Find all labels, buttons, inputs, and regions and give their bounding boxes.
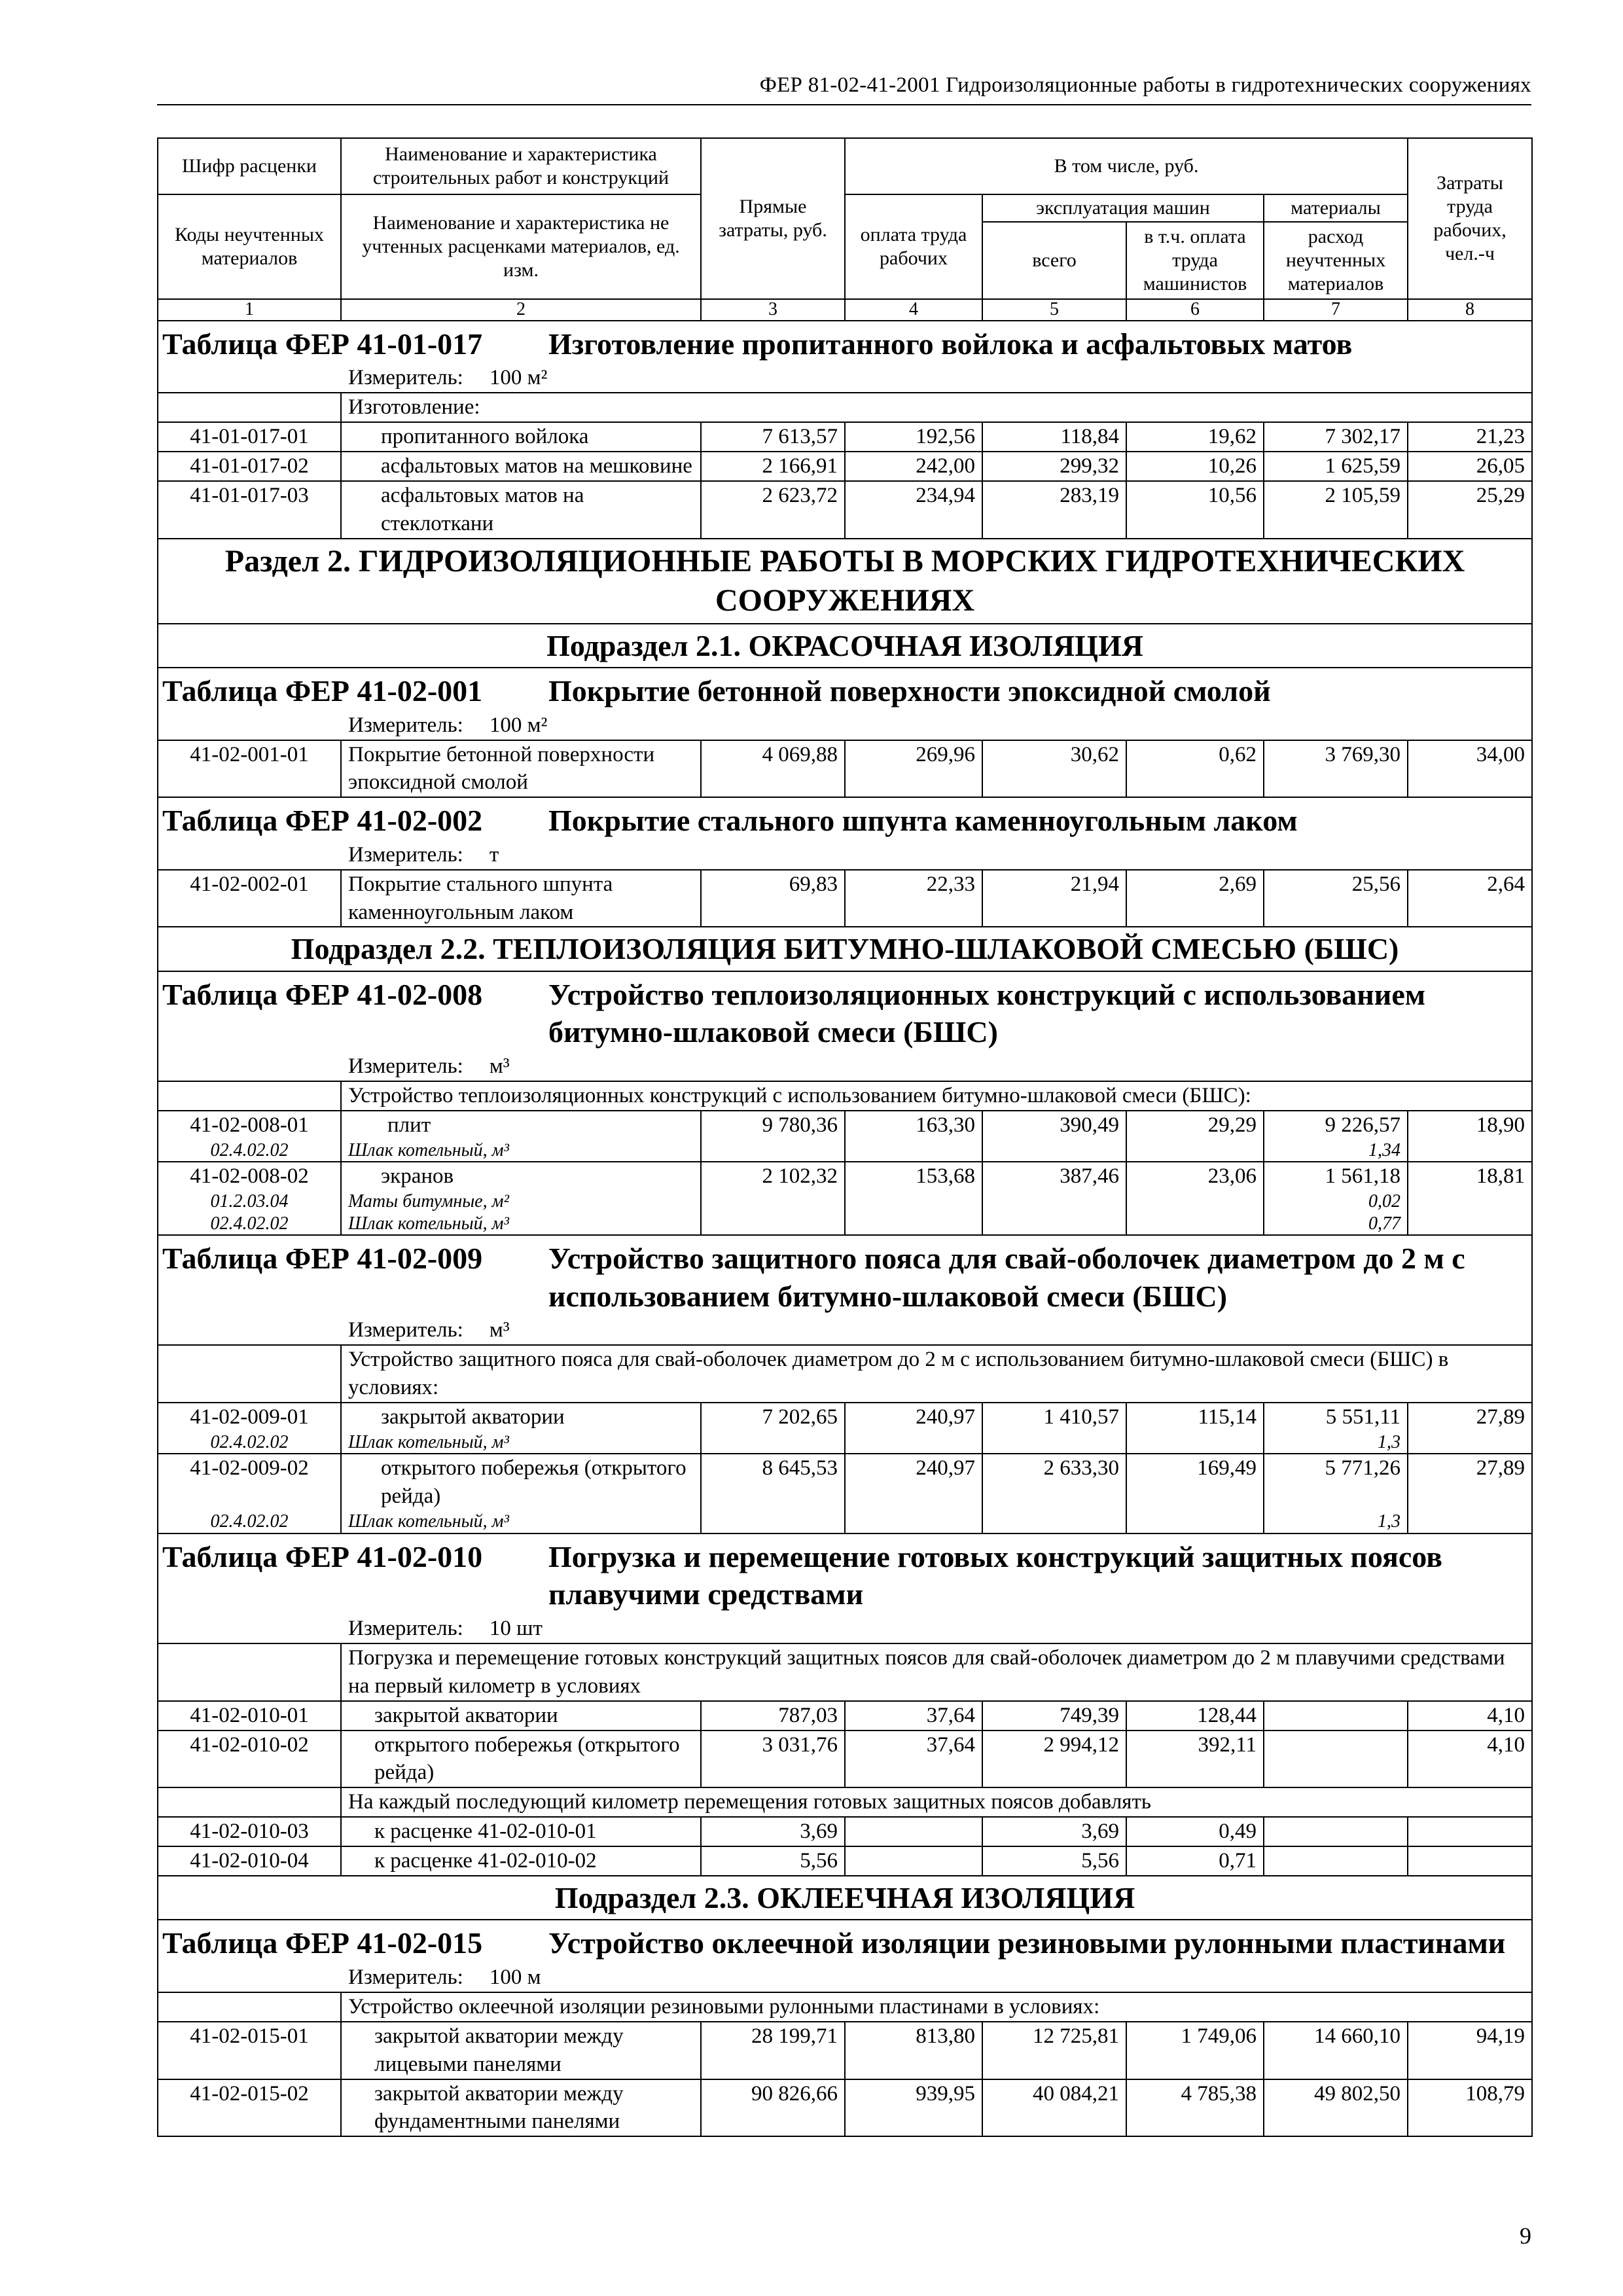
- table-heading: [158, 668, 1532, 711]
- table-row: 41-01-017-01 пропитанного войлока 7 613,57 192,56 118,84 19,62 7 302,17 21,23: [158, 422, 1532, 452]
- table-row: 41-02-002-01 Покрытие стального шпунта каменноугольным лаком 69,83 22,33 21,94 2,69 25,56 2,64: [158, 870, 1532, 927]
- table-number: Таблица ФЕР 41-02-009: [162, 1242, 483, 1276]
- section-heading: Раздел 2. ГИДРОИЗОЛЯЦИОННЫЕ РАБОТЫ В МОРСКИХ ГИДРОТЕХНИЧЕСКИХ СООРУЖЕНИЯХ: [158, 539, 1532, 624]
- material-name: Шлак котельный, м³: [348, 1139, 509, 1160]
- table-title: Устройство защитного пояса для свай-оболочек диаметром до 2 м с использованием битумно-шлаковой смеси (БШС): [548, 1242, 1465, 1313]
- measurement-unit: Измеритель: 100 м²: [158, 364, 1532, 393]
- table-number: Таблица ФЕР 41-02-015: [162, 1926, 483, 1960]
- subsection-heading: Подраздел 2.2. ТЕПЛОИЗОЛЯЦИЯ БИТУМНО-ШЛАКОВОЙ СМЕСЬЮ (БШС): [158, 927, 1532, 971]
- col-material-name-header: Наименование и характеристика не учтенных расценками материалов, ед. изм.: [341, 194, 701, 299]
- col-machines-header: эксплуатация машин: [982, 194, 1264, 222]
- table-title: Покрытие бетонной поверхности эпоксидной смолой: [548, 674, 1271, 708]
- col-labor-hours-header: Затраты труда рабочих, чел.-ч: [1408, 138, 1532, 299]
- material-quantity: 1,3: [1378, 1511, 1401, 1532]
- table-row: 41-02-001-01 Покрытие бетонной поверхности эпоксидной смолой 4 069,88 269,96 30,62 0,62 3 769,30 34,00: [158, 740, 1532, 798]
- col-operator-wages-header: в т.ч. оплата труда машинистов: [1126, 222, 1264, 299]
- subsection-heading: Подраздел 2.3. ОКЛЕЕЧНАЯ ИЗОЛЯЦИЯ: [158, 1876, 1532, 1920]
- table-title: Погрузка и перемещение готовых конструкций защитных поясов плавучими средствами: [548, 1539, 1442, 1611]
- col-number: 8: [1408, 299, 1532, 321]
- measurement-unit: Измеритель: 100 м: [158, 1964, 1532, 1992]
- col-name-header: Наименование и характеристика строительных работ и конструкций: [341, 138, 701, 194]
- group-description: Погрузка и перемещение готовых конструкций защитных поясов для свай-оболочек диаметром до 2 м плавучими средствами на первый километр в условиях: [341, 1643, 1532, 1701]
- col-unaccounted-materials-header: расход неучтенных материалов: [1264, 222, 1408, 299]
- table-row: 41-02-010-02 открытого побережья (открытого рейда) 3 031,76 37,64 2 994,12 392,11 4,10: [158, 1731, 1532, 1788]
- page-number: 9: [1520, 2223, 1531, 2249]
- table-heading: [158, 1534, 1532, 1615]
- table-number: Таблица ФЕР 41-02-008: [162, 977, 483, 1011]
- material-name: Шлак котельный, м³: [348, 1431, 509, 1452]
- table-row: 41-01-017-03 асфальтовых матов на стеклоткани 2 623,72 234,94 283,19 10,56 2 105,59 25,29: [158, 481, 1532, 539]
- table-heading: [158, 1920, 1532, 1964]
- material-code: 02.4.02.02: [210, 1431, 289, 1452]
- group-description: Устройство оклеечной изоляции резиновыми рулонными пластинами в условиях:: [341, 1992, 1532, 2022]
- subsection-heading: Подраздел 2.1. ОКРАСОЧНАЯ ИЗОЛЯЦИЯ: [158, 624, 1532, 668]
- material-quantity: 0,77: [1368, 1213, 1401, 1234]
- col-number: 1: [158, 299, 341, 321]
- group-description: Устройство защитного пояса для свай-оболочек диаметром до 2 м с использованием битумно-шлаковой смеси (БШС) в условиях:: [341, 1345, 1532, 1403]
- col-number: 7: [1264, 299, 1408, 321]
- group-description: Изготовление:: [341, 393, 1532, 422]
- col-including-header: В том числе, руб.: [845, 138, 1408, 194]
- table-title: Устройство оклеечной изоляции резиновыми рулонными пластинами: [548, 1926, 1506, 1960]
- table-row: 41-02-015-01 закрытой акватории между лицевыми панелями 28 199,71 813,80 12 725,81 1 749,06 14 660,10 94,19: [158, 2022, 1532, 2079]
- measurement-unit: Измеритель: т: [158, 841, 1532, 870]
- table-row: 41-02-009-02 02.4.02.02 открытого побережья (открытого рейда) Шлак котельный, м³ 8 645,53 240,97 2 633,30 169,49 5 771,26 1,3 27,89: [158, 1454, 1532, 1533]
- table-heading: [158, 971, 1532, 1052]
- group-description: Устройство теплоизоляционных конструкций с использованием битумно-шлаковой смеси (БШС):: [341, 1081, 1532, 1111]
- table-number: Таблица ФЕР 41-02-001: [162, 674, 483, 708]
- material-name: Шлак котельный, м³: [348, 1213, 509, 1234]
- col-number: 5: [982, 299, 1126, 321]
- table-heading: [158, 797, 1532, 841]
- table-row: 41-02-009-01 02.4.02.02 закрытой акватории Шлак котельный, м³ 7 202,65 240,97 1 410,57 115,14 5 551,11 1,3 27,89: [158, 1403, 1532, 1454]
- table-number: Таблица ФЕР 41-02-002: [162, 804, 483, 838]
- material-name: Маты битумные, м²: [348, 1191, 509, 1212]
- table-row: 41-01-017-02 асфальтовых матов на мешковине 2 166,91 242,00 299,32 10,26 1 625,59 26,05: [158, 452, 1532, 481]
- material-code: 01.2.03.04: [210, 1191, 289, 1212]
- table-title: Покрытие стального шпунта каменноугольным лаком: [548, 804, 1298, 838]
- table-row: 41-02-010-03 к расценке 41-02-010-01 3,69 3,69 0,49: [158, 1817, 1532, 1846]
- measurement-unit: Измеритель: 100 м²: [158, 711, 1532, 740]
- material-name: Шлак котельный, м³: [348, 1511, 509, 1532]
- col-material-code-header: Коды неучтенных материалов: [158, 194, 341, 299]
- table-number: Таблица ФЕР 41-01-017: [162, 327, 483, 361]
- col-number: 2: [341, 299, 701, 321]
- material-quantity: 1,3: [1378, 1431, 1401, 1452]
- table-title: Устройство теплоизоляционных конструкций с использованием битумно-шлаковой смеси (БШС): [548, 977, 1426, 1049]
- col-number: 6: [1126, 299, 1264, 321]
- group-description: На каждый последующий километр перемещения готовых защитных поясов добавлять: [341, 1787, 1532, 1817]
- col-code-header: Шифр расценки: [158, 138, 341, 194]
- table-row: 41-02-015-02 закрытой акватории между фундаментными панелями 90 826,66 939,95 40 084,21 4 785,38 49 802,50 108,79: [158, 2079, 1532, 2137]
- table-heading: [158, 321, 1532, 365]
- table-row: 41-02-010-04 к расценке 41-02-010-02 5,56 5,56 0,71: [158, 1846, 1532, 1876]
- col-machines-total-header: всего: [982, 222, 1126, 299]
- running-header: ФЕР 81-02-41-2001 Гидроизоляционные работы в гидротехнических сооружениях: [157, 73, 1531, 105]
- col-number: 3: [701, 299, 845, 321]
- material-code: 02.4.02.02: [210, 1139, 289, 1160]
- table-row: 41-02-008-02 01.2.03.04 02.4.02.02 экранов Маты битумные, м² Шлак котельный, м³ 2 102,32 153,68 387,46 23,06 1 561,18 0,02 0,77 18,81: [158, 1162, 1532, 1235]
- col-wages-header: оплата труда рабочих: [845, 194, 982, 299]
- measurement-unit: Измеритель: м³: [158, 1052, 1532, 1081]
- measurement-unit: Измеритель: 10 шт: [158, 1615, 1532, 1643]
- col-direct-costs-header: Прямые затраты, руб.: [701, 138, 845, 299]
- measurement-unit: Измеритель: м³: [158, 1316, 1532, 1345]
- table-title: Изготовление пропитанного войлока и асфальтовых матов: [548, 327, 1353, 361]
- table-row: 41-02-008-01 02.4.02.02 плит Шлак котельный, м³ 9 780,36 163,30 390,49 29,29 9 226,57 1,34 18,90: [158, 1111, 1532, 1162]
- material-code: 02.4.02.02: [210, 1213, 289, 1234]
- table-heading: [158, 1235, 1532, 1316]
- table-row: 41-02-010-01 закрытой акватории 787,03 37,64 749,39 128,44 4,10: [158, 1701, 1532, 1731]
- col-materials-header: материалы: [1264, 194, 1408, 222]
- price-table: [157, 137, 1533, 2137]
- table-number: Таблица ФЕР 41-02-010: [162, 1539, 483, 1573]
- material-quantity: 0,02: [1368, 1191, 1401, 1212]
- col-number: 4: [845, 299, 982, 321]
- material-code: 02.4.02.02: [210, 1511, 289, 1532]
- material-quantity: 1,34: [1368, 1139, 1401, 1160]
